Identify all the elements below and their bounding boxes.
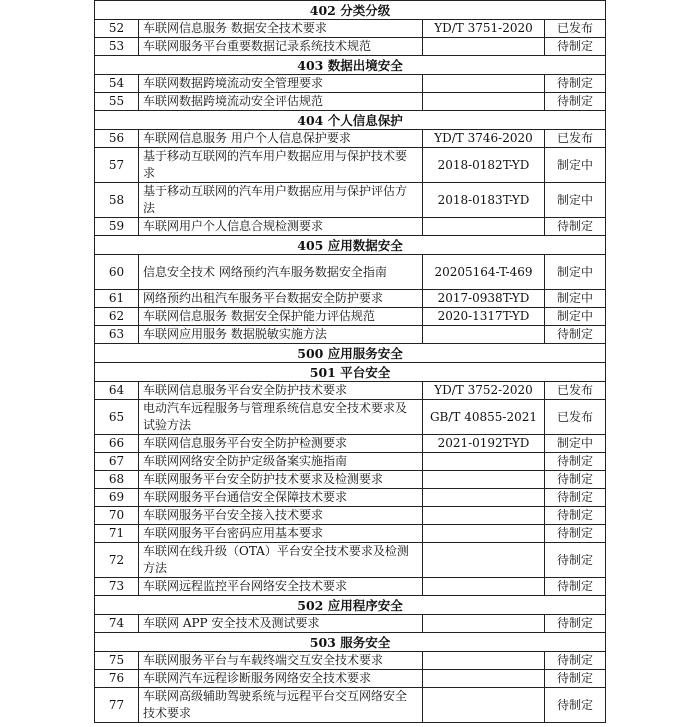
table-row bbox=[95, 326, 606, 344]
standard-code bbox=[423, 471, 545, 489]
row-number: 53 bbox=[95, 38, 139, 56]
standard-title: 车联网服务平台密码应用基本要求 bbox=[139, 525, 423, 543]
section-header: 405 应用数据安全 bbox=[95, 236, 606, 255]
standard-code bbox=[423, 652, 545, 670]
standard-code bbox=[423, 93, 545, 111]
table-row bbox=[95, 148, 606, 183]
status-cell: 待制定 bbox=[545, 93, 606, 111]
standard-title: 车联网汽车远程诊断服务网络安全技术要求 bbox=[139, 670, 423, 688]
table-row bbox=[95, 489, 606, 507]
row-number: 71 bbox=[95, 525, 139, 543]
section-header-row bbox=[95, 596, 606, 615]
section-header-row bbox=[95, 56, 606, 75]
status-cell: 已发布 bbox=[545, 400, 606, 435]
status-cell: 待制定 bbox=[545, 688, 606, 723]
standard-title: 车联网数据跨境流动安全评估规范 bbox=[139, 93, 423, 111]
status-cell: 制定中 bbox=[545, 308, 606, 326]
standard-code bbox=[423, 615, 545, 633]
standard-title: 车联网服务平台安全防护技术要求及检测要求 bbox=[139, 471, 423, 489]
section-header: 402 分类分级 bbox=[95, 1, 606, 20]
status-cell: 待制定 bbox=[545, 471, 606, 489]
section-header-row bbox=[95, 1, 606, 20]
section-header-row bbox=[95, 633, 606, 652]
table-row bbox=[95, 130, 606, 148]
table-row bbox=[95, 75, 606, 93]
status-cell: 待制定 bbox=[545, 326, 606, 344]
status-cell: 待制定 bbox=[545, 38, 606, 56]
table-row bbox=[95, 255, 606, 290]
standard-code: 2017-0938T-YD bbox=[423, 290, 545, 308]
row-number: 73 bbox=[95, 578, 139, 596]
standard-title: 车联网在线升级（OTA）平台安全技术要求及检测方法 bbox=[139, 543, 423, 578]
standard-code bbox=[423, 453, 545, 471]
status-cell: 制定中 bbox=[545, 148, 606, 183]
row-number: 68 bbox=[95, 471, 139, 489]
status-cell: 待制定 bbox=[545, 670, 606, 688]
table-row bbox=[95, 453, 606, 471]
standard-title: 基于移动互联网的汽车用户数据应用与保护评估方法 bbox=[139, 183, 423, 218]
row-number: 77 bbox=[95, 688, 139, 723]
status-cell: 待制定 bbox=[545, 615, 606, 633]
standards-table-container bbox=[94, 0, 606, 723]
table-row bbox=[95, 38, 606, 56]
status-cell: 待制定 bbox=[545, 578, 606, 596]
standard-code: 2020-1317T-YD bbox=[423, 308, 545, 326]
standard-title: 车联网服务平台与车载终端交互安全技术要求 bbox=[139, 652, 423, 670]
table-row bbox=[95, 183, 606, 218]
table-row bbox=[95, 93, 606, 111]
standard-code bbox=[423, 326, 545, 344]
row-number: 75 bbox=[95, 652, 139, 670]
standard-title: 车联网远程监控平台网络安全技术要求 bbox=[139, 578, 423, 596]
status-cell: 待制定 bbox=[545, 525, 606, 543]
section-header: 500 应用服务安全 bbox=[95, 344, 606, 363]
standard-code: 2021-0192T-YD bbox=[423, 435, 545, 453]
row-number: 56 bbox=[95, 130, 139, 148]
status-cell: 制定中 bbox=[545, 290, 606, 308]
status-cell: 已发布 bbox=[545, 382, 606, 400]
section-header: 404 个人信息保护 bbox=[95, 111, 606, 130]
row-number: 59 bbox=[95, 218, 139, 236]
status-cell: 制定中 bbox=[545, 255, 606, 290]
standard-code bbox=[423, 688, 545, 723]
section-header-row bbox=[95, 344, 606, 363]
standards-table bbox=[94, 0, 606, 723]
status-cell: 制定中 bbox=[545, 435, 606, 453]
row-number: 67 bbox=[95, 453, 139, 471]
row-number: 62 bbox=[95, 308, 139, 326]
row-number: 54 bbox=[95, 75, 139, 93]
standard-code: YD/T 3752-2020 bbox=[423, 382, 545, 400]
row-number: 70 bbox=[95, 507, 139, 525]
status-cell: 待制定 bbox=[545, 489, 606, 507]
status-cell: 待制定 bbox=[545, 218, 606, 236]
standard-title: 车联网用户个人信息合规检测要求 bbox=[139, 218, 423, 236]
table-row bbox=[95, 218, 606, 236]
status-cell: 待制定 bbox=[545, 75, 606, 93]
standard-code: YD/T 3746-2020 bbox=[423, 130, 545, 148]
section-header: 503 服务安全 bbox=[95, 633, 606, 652]
section-header-row bbox=[95, 111, 606, 130]
standard-title: 车联网信息服务 数据安全技术要求 bbox=[139, 20, 423, 38]
standard-title: 车联网服务平台通信安全保障技术要求 bbox=[139, 489, 423, 507]
standard-title: 电动汽车远程服务与管理系统信息安全技术要求及试验方法 bbox=[139, 400, 423, 435]
standard-code: GB/T 40855-2021 bbox=[423, 400, 545, 435]
table-row bbox=[95, 525, 606, 543]
standard-code bbox=[423, 525, 545, 543]
table-row bbox=[95, 652, 606, 670]
status-cell: 待制定 bbox=[545, 543, 606, 578]
standard-title: 车联网信息服务平台安全防护技术要求 bbox=[139, 382, 423, 400]
standard-code: YD/T 3751-2020 bbox=[423, 20, 545, 38]
standard-title: 车联网数据跨境流动安全管理要求 bbox=[139, 75, 423, 93]
row-number: 55 bbox=[95, 93, 139, 111]
table-row bbox=[95, 615, 606, 633]
row-number: 60 bbox=[95, 255, 139, 290]
section-header: 501 平台安全 bbox=[95, 363, 606, 382]
section-header-row bbox=[95, 363, 606, 382]
standard-title: 车联网信息服务平台安全防护检测要求 bbox=[139, 435, 423, 453]
row-number: 76 bbox=[95, 670, 139, 688]
standard-title: 车联网 APP 安全技术及测试要求 bbox=[139, 615, 423, 633]
standards-table-body bbox=[95, 1, 606, 723]
standard-code bbox=[423, 543, 545, 578]
row-number: 63 bbox=[95, 326, 139, 344]
table-row bbox=[95, 308, 606, 326]
standard-title: 车联网高级辅助驾驶系统与远程平台交互网络安全技术要求 bbox=[139, 688, 423, 723]
standard-code bbox=[423, 38, 545, 56]
section-header: 502 应用程序安全 bbox=[95, 596, 606, 615]
standard-title: 网络预约出租汽车服务平台数据安全防护要求 bbox=[139, 290, 423, 308]
standard-title: 车联网服务平台重要数据记录系统技术规范 bbox=[139, 38, 423, 56]
standard-code bbox=[423, 75, 545, 93]
status-cell: 已发布 bbox=[545, 130, 606, 148]
table-row bbox=[95, 400, 606, 435]
table-row bbox=[95, 507, 606, 525]
table-row bbox=[95, 290, 606, 308]
row-number: 64 bbox=[95, 382, 139, 400]
standard-title: 车联网服务平台安全接入技术要求 bbox=[139, 507, 423, 525]
standard-title: 车联网信息服务 数据安全保护能力评估规范 bbox=[139, 308, 423, 326]
table-row bbox=[95, 578, 606, 596]
standard-title: 车联网网络安全防护定级备案实施指南 bbox=[139, 453, 423, 471]
section-header-row bbox=[95, 236, 606, 255]
row-number: 58 bbox=[95, 183, 139, 218]
row-number: 66 bbox=[95, 435, 139, 453]
table-row bbox=[95, 688, 606, 723]
table-row bbox=[95, 20, 606, 38]
standard-code: 20205164-T-469 bbox=[423, 255, 545, 290]
standard-title: 车联网应用服务 数据脱敏实施方法 bbox=[139, 326, 423, 344]
status-cell: 已发布 bbox=[545, 20, 606, 38]
standard-title: 基于移动互联网的汽车用户数据应用与保护技术要求 bbox=[139, 148, 423, 183]
standard-code bbox=[423, 670, 545, 688]
status-cell: 制定中 bbox=[545, 183, 606, 218]
row-number: 52 bbox=[95, 20, 139, 38]
standard-code: 2018-0183T-YD bbox=[423, 183, 545, 218]
table-row bbox=[95, 435, 606, 453]
standard-code bbox=[423, 489, 545, 507]
table-row bbox=[95, 471, 606, 489]
table-row bbox=[95, 670, 606, 688]
row-number: 69 bbox=[95, 489, 139, 507]
row-number: 61 bbox=[95, 290, 139, 308]
row-number: 72 bbox=[95, 543, 139, 578]
status-cell: 待制定 bbox=[545, 453, 606, 471]
standard-title: 信息安全技术 网络预约汽车服务数据安全指南 bbox=[139, 255, 423, 290]
standard-code bbox=[423, 578, 545, 596]
status-cell: 待制定 bbox=[545, 652, 606, 670]
standard-code bbox=[423, 218, 545, 236]
standard-code: 2018-0182T-YD bbox=[423, 148, 545, 183]
row-number: 65 bbox=[95, 400, 139, 435]
standard-code bbox=[423, 507, 545, 525]
row-number: 57 bbox=[95, 148, 139, 183]
row-number: 74 bbox=[95, 615, 139, 633]
table-row bbox=[95, 543, 606, 578]
status-cell: 待制定 bbox=[545, 507, 606, 525]
table-row bbox=[95, 382, 606, 400]
standard-title: 车联网信息服务 用户个人信息保护要求 bbox=[139, 130, 423, 148]
section-header: 403 数据出境安全 bbox=[95, 56, 606, 75]
